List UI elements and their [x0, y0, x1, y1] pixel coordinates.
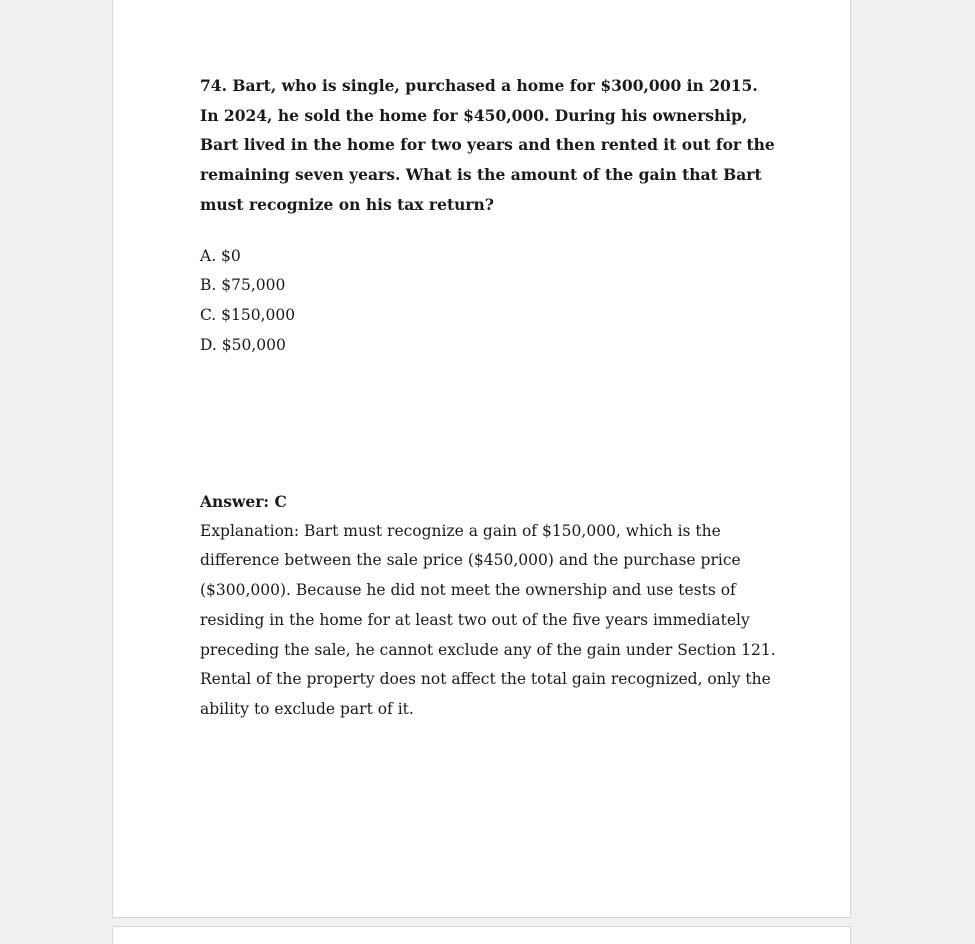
- option-d: D. $50,000: [200, 335, 286, 354]
- question-block: [200, 71, 780, 360]
- explanation-text: Explanation: Bart must recognize a gain of $150,000, which is the difference between the sale price ($450,000) and the purchase price ($300,000). Because he did not meet the ownership and use tests of residing in the home for at least two out of the five years immediately preceding the sale, he cannot exclude any of the gain under Section 121. Rental of the property does not affect the total gain recognized, only the ability to exclude part of it.: [200, 521, 776, 718]
- option-c: C. $150,000: [200, 305, 296, 324]
- answer-options: [200, 242, 780, 361]
- answer-label: Answer: C: [200, 492, 287, 511]
- answer-block: [200, 487, 780, 725]
- document-page: [112, 0, 851, 918]
- option-b: B. $75,000: [200, 276, 286, 295]
- next-page: [112, 926, 851, 944]
- option-a: A. $0: [200, 246, 241, 265]
- question-text: 74. Bart, who is single, purchased a home for $300,000 in 2015. In 2024, he sold the home for $450,000. During his ownership, Bart lived in the home for two years and then rented it out for the remaining seven years. What is the amount of the gain that Bart must recognize on his tax return?: [200, 76, 775, 214]
